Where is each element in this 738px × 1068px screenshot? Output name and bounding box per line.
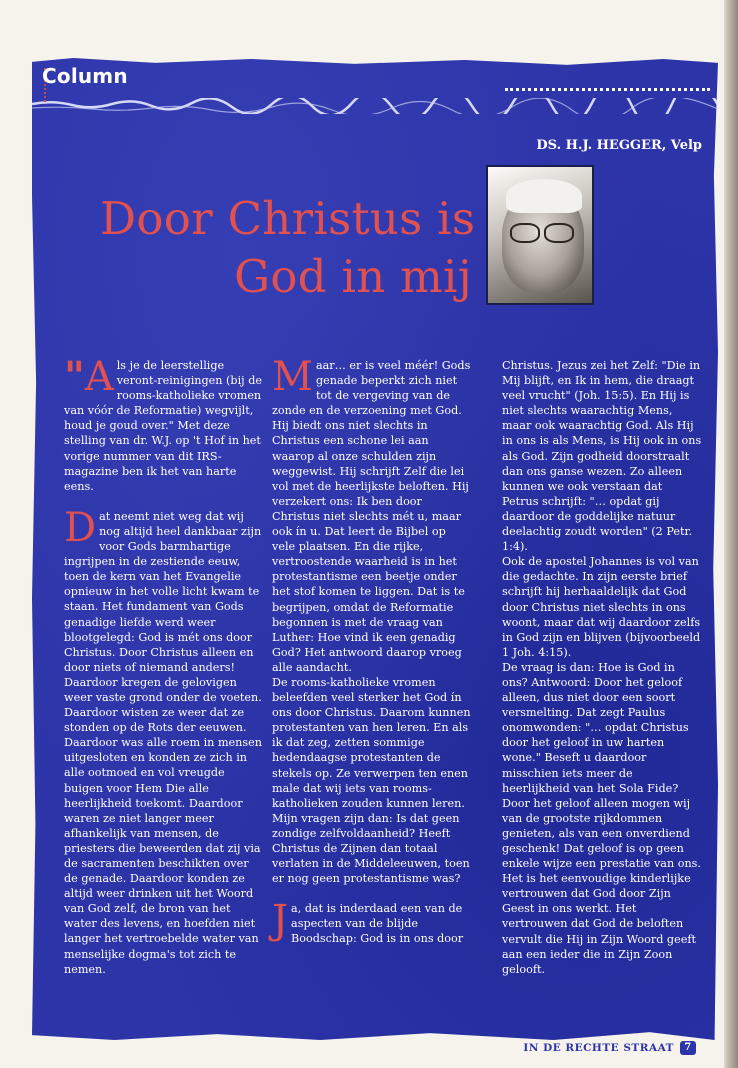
paragraph <box>64 504 264 977</box>
page-footer <box>523 1041 696 1055</box>
paragraph <box>272 897 472 946</box>
drop-cap-letter: A <box>84 354 114 400</box>
paragraph: De vraag is dan: Hoe is God in ons? Antwoord: Door het geloof alleen, dus niet door een soort versmelting. Dat zegt Paulus onomwonden: "… opdat Christus door het geloof in uw harten wone." Beseft u daardoor misschien iets meer de heerlijkheid van het Sola Fide? Door het geloof alleen mogen wij van de grootste rijkdommen genieten, als van een onverdiend geschenk! Dat geloof is op geen enkele wijze een prestatie van ons. Het is het eenvoudige kinderlijke vertrouwen dat God door Zijn Geest in ons werkt. Het vertrouwen dat God de beloften vervult die Hij in Zijn Woord geeft aan een ieder die in Zijn Zoon gelooft. <box>502 660 701 976</box>
paragraph: Christus. Jezus zei het Zelf: "Die in Mij blijft, en Ik in hem, die draagt veel vrucht" (Joh. 15:5). En Hij is niet slechts waarachtig Mens, maar ook waarachtig God. Als Hij in ons is als Mens, is Hij ook in ons als God. Zijn godheid doorstraalt dan ons ganse wezen. Zo alleen kunnen we ook verstaan dat Petrus schrijft: "… opdat gij daardoor de goddelijke natuur deelachtig zoudt worden" (2 Petr. 1:4). <box>502 359 702 554</box>
paragraph: De rooms-katholieke vromen beleefden veel sterker het God ín ons door Christus. Daarom kunnen protestanten van hen leren. En als ik dat zeg, zetten sommige hedendaagse protestanten de stekels op. Ze verwerpen ten enen male dat wij iets van rooms-katholieken zouden kunnen leren. Mijn vragen zijn dan: Is dat geen zondige zelfvoldaanheid? Heeft Christus de Zijnen dan totaal verlaten in de Middeleeuwen, toen er nog geen protestantisme was? <box>272 675 471 886</box>
text-column-1 <box>64 353 264 977</box>
portrait-glasses-right <box>544 223 574 243</box>
section-label: Column <box>42 64 128 88</box>
title-line-1: Door Christus is <box>100 192 476 245</box>
paragraph-text: aar… er is veel méér! Gods genade beperkt zich niet tot de vergeving van de zonde en de verzoening met God. Hij biedt ons niet slechts in Christus een schone lei aan waarop al onze schulden zijn weggewist. Hij schrijft Zelf die lei vol met de heerlijkste beloften. Hij verzekert ons: Ik ben door Christus niet slechts mét u, maar ook ín u. Dat leert de Bijbel op vele plaatsen. En die rijke, vertroostende waarheid is in het protestantisme een beetje onder het stof komen te liggen. Dat is te begrijpen, omdat de Reformatie begonnen is met de vraag van Luther: Hoe vind ik een genadig God? Het antwoord daarop vroeg alle aandacht. <box>272 359 471 674</box>
portrait-hair <box>506 179 582 213</box>
drop-cap <box>64 353 114 400</box>
torn-paper-edge <box>32 98 718 114</box>
article-title <box>100 190 476 306</box>
author-portrait <box>486 165 594 305</box>
magazine-name: IN DE RECHTE STRAAT <box>523 1042 674 1054</box>
paragraph <box>272 354 472 675</box>
paragraph-text: a, dat is inderdaad een van de aspecten van de blijde Boodschap: God is in ons door <box>291 902 464 946</box>
article-body <box>0 353 738 998</box>
paragraph-text: at neemt niet weg dat wij nog altijd heel dankbaar zijn voor Gods barmhartige ingrijpen in de zestiende eeuw, toen de kern van het Evangelie opnieuw in het volle licht kwam te staan. Het fundament van Gods genadige liefde werd weer blootgelegd: God is mét ons door Christus. Door Christus alleen en door niets of niemand anders! Daardoor kregen de gelovigen weer vaste grond onder de voeten. Daardoor wisten ze weer dat ze stonden op de Rots der eeuwen. Daardoor was alle roem in mensen uitgesloten en konden ze zich in alle ootmoed en vol vreugde buigen voor Hem Die alle heerlijkheid toekomt. Daardoor waren ze niet langer meer afhankelijk van mensen, de priesters die beweerden dat zij via de sacramenten beschikten over de genade. Daardoor konden ze altijd weer drinken uit het Woord van God zelf, de bron van het water des levens, en hoefden niet langer het vertroebelde water van menselijke dogma's tot zich te nemen. <box>64 509 262 976</box>
drop-cap: M <box>272 354 313 400</box>
paragraph-text: ls je de leerstellige veront-reinigingen (bij de rooms-katholieke vromen van vóór de Reformatie) wegvijlt, houd je goud over." Met deze stelling van dr. W.J. op 't Hof in het vorige nummer van dit IRS-magazine ben ik het van harte eens. <box>64 359 262 493</box>
text-column-2 <box>272 354 472 947</box>
text-column-3 <box>502 358 702 977</box>
opening-quote-mark: " <box>64 353 85 400</box>
portrait-glasses-left <box>510 223 540 243</box>
drop-cap: J <box>272 897 289 944</box>
page-number: 7 <box>680 1041 696 1055</box>
drop-cap: D <box>64 504 97 551</box>
dotted-rule <box>505 88 710 93</box>
paragraph: Ook de apostel Johannes is vol van die gedachte. In zijn eerste brief schrijft hij herhaaldelijk dat God door Christus niet slechts in ons woont, maar dat wij daardoor zelfs in God zijn en blijven (bijvoorbeeld 1 Joh. 4:15). <box>502 555 701 659</box>
author-byline: DS. H.J. HEGGER, Velp <box>536 138 702 153</box>
paragraph <box>64 353 264 494</box>
title-line-2: God in mij <box>234 250 472 303</box>
